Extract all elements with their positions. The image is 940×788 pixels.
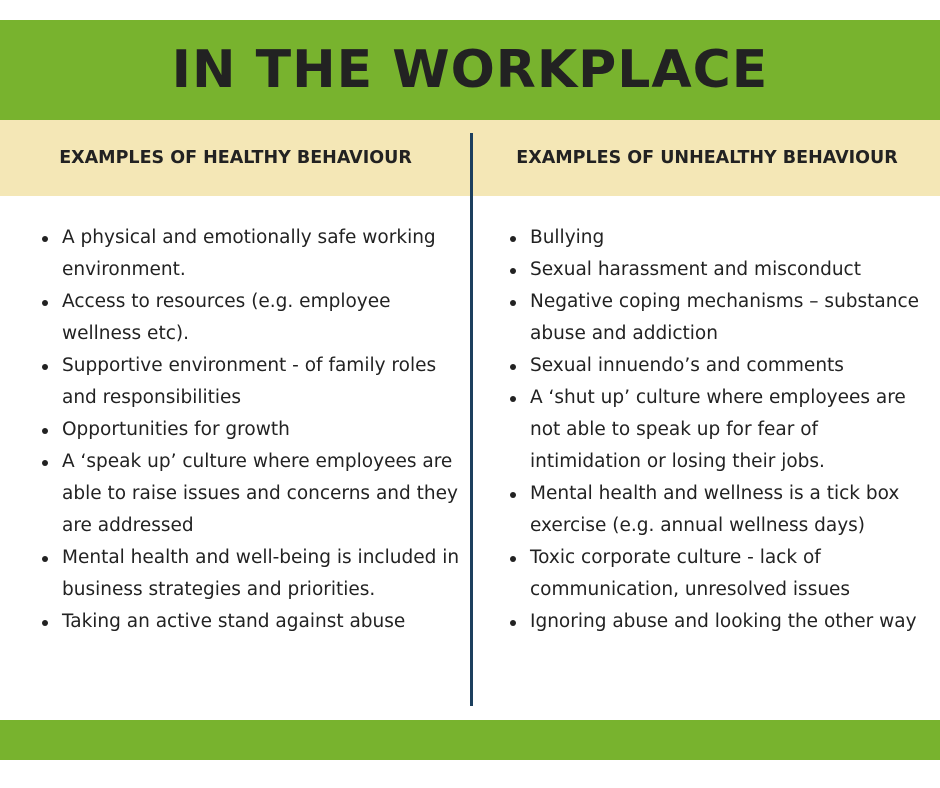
list-item: Mental health and wellness is a tick box exercise (e.g. annual wellness days) <box>530 478 930 542</box>
list-item: Opportunities for growth <box>62 414 462 446</box>
list-item: Mental health and well-being is included in business strategies and priorities. <box>62 542 462 606</box>
footer-banner <box>0 720 940 760</box>
page-title: IN THE WORKPLACE <box>171 40 769 100</box>
list-item: A ‘shut up’ culture where employees are not able to speak up for fear of intimidation or losing their jobs. <box>530 382 930 478</box>
unhealthy-behaviour-heading: EXAMPLES OF UNHEALTHY BEHAVIOUR <box>516 148 898 168</box>
title-banner <box>0 20 940 120</box>
list-item: Sexual harassment and misconduct <box>530 254 930 286</box>
healthy-behaviour-heading: EXAMPLES OF HEALTHY BEHAVIOUR <box>59 148 412 168</box>
list-item: Negative coping mechanisms – substance abuse and addiction <box>530 286 930 350</box>
list-item: Ignoring abuse and looking the other way <box>530 606 930 638</box>
unhealthy-behaviour-list <box>530 222 930 638</box>
healthy-behaviour-list <box>62 222 462 638</box>
list-item: Sexual innuendo’s and comments <box>530 350 930 382</box>
list-item: Access to resources (e.g. employee wellness etc). <box>62 286 462 350</box>
list-item: Toxic corporate culture - lack of communication, unresolved issues <box>530 542 930 606</box>
list-item: Bullying <box>530 222 930 254</box>
list-item: Supportive environment - of family roles and responsibilities <box>62 350 462 414</box>
column-divider <box>470 133 473 706</box>
list-item: Taking an active stand against abuse <box>62 606 462 638</box>
list-item: A physical and emotionally safe working environment. <box>62 222 462 286</box>
list-item: A ‘speak up’ culture where employees are able to raise issues and concerns and they are addressed <box>62 446 462 542</box>
